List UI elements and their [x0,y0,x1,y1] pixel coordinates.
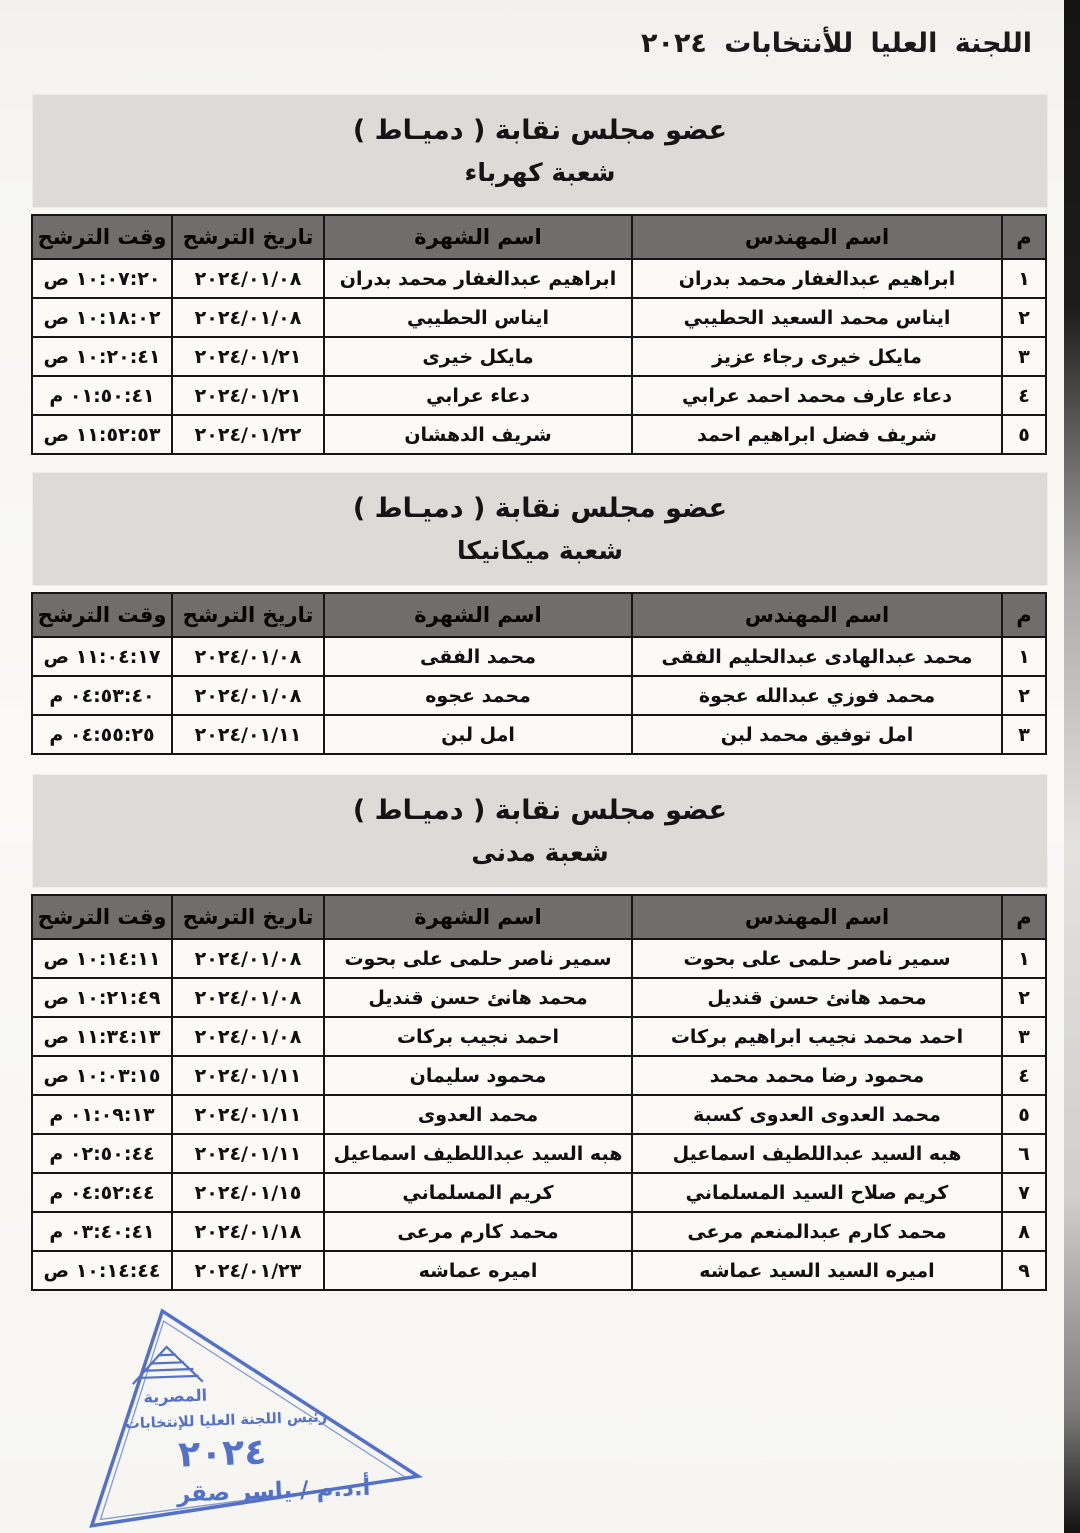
cell-nomination-time: ٠١:٥٠:٤١ م [32,376,172,415]
cell-engineer-name: ايناس محمد السعيد الحطيبي [632,298,1002,337]
cell-row-number: ٢ [1002,978,1046,1017]
cell-nomination-date: ٢٠٢٤/٠١/٢٣ [172,1251,324,1290]
cell-row-number: ٣ [1002,1017,1046,1056]
column-header-no: م [1002,215,1046,259]
table-row [32,978,1046,1017]
cell-row-number: ٣ [1002,715,1046,754]
cell-engineer-name: محمد عبدالهادى عبدالحليم الفقى [632,637,1002,676]
cell-engineer-name: اميره السيد السيد عماشه [632,1251,1002,1290]
cell-row-number: ١ [1002,939,1046,978]
table-header-row [32,215,1046,259]
cell-nomination-date: ٢٠٢٤/٠١/٠٨ [172,637,324,676]
committee-header-title: اللجنة العليا للأنتخابات ٢٠٢٤ [640,28,1032,59]
table-row [32,337,1046,376]
cell-nomination-date: ٢٠٢٤/٠١/٠٨ [172,1017,324,1056]
column-header-engineer-name: اسم المهندس [632,593,1002,637]
committee-stamp [56,1296,448,1533]
cell-nomination-time: ١٠:٢١:٤٩ ص [32,978,172,1017]
column-header-nomination-date: تاريخ الترشح [172,895,324,939]
cell-row-number: ١ [1002,259,1046,298]
section-title-band-mechanics [33,473,1047,585]
table-header-row [32,895,1046,939]
cell-row-number: ١ [1002,637,1046,676]
column-header-known-name: اسم الشهرة [324,593,632,637]
cell-known-name: اميره عماشه [324,1251,632,1290]
cell-nomination-time: ٠٤:٥٢:٤٤ م [32,1173,172,1212]
column-header-no: م [1002,895,1046,939]
cell-known-name: هبه السيد عبداللطيف اسماعيل [324,1134,632,1173]
cell-engineer-name: محمد فوزي عبدالله عجوة [632,676,1002,715]
cell-known-name: محمد كارم مرعى [324,1212,632,1251]
section-title: عضو مجلس نقابة ( دميـاط ) [352,795,728,826]
stamp-year: ٢٠٢٤ [177,1431,267,1476]
cell-row-number: ٩ [1002,1251,1046,1290]
cell-nomination-date: ٢٠٢٤/٠١/٠٨ [172,939,324,978]
cell-nomination-time: ١٠:١٤:١١ ص [32,939,172,978]
cell-known-name: كريم المسلماني [324,1173,632,1212]
section-title: عضو مجلس نقابة ( دميـاط ) [352,115,728,146]
cell-row-number: ٥ [1002,415,1046,454]
table-row [32,1173,1046,1212]
cell-nomination-date: ٢٠٢٤/٠١/١١ [172,1095,324,1134]
table-row [32,1056,1046,1095]
cell-nomination-time: ١١:٠٤:١٧ ص [32,637,172,676]
cell-nomination-time: ١٠:٠٣:١٥ ص [32,1056,172,1095]
cell-known-name: محمد عجوه [324,676,632,715]
cell-row-number: ٤ [1002,376,1046,415]
table-row [32,1095,1046,1134]
section-title: عضو مجلس نقابة ( دميـاط ) [352,493,728,524]
cell-row-number: ٤ [1002,1056,1046,1095]
column-header-known-name: اسم الشهرة [324,895,632,939]
section-title-band-electricity [33,95,1047,207]
cell-nomination-time: ١٠:٢٠:٤١ ص [32,337,172,376]
cell-nomination-time: ٠٣:٤٠:٤١ م [32,1212,172,1251]
candidates-table-electricity [31,214,1047,455]
column-header-engineer-name: اسم المهندس [632,895,1002,939]
cell-nomination-date: ٢٠٢٤/٠١/١١ [172,1134,324,1173]
cell-known-name: محمد هانئ حسن قنديل [324,978,632,1017]
cell-nomination-date: ٢٠٢٤/٠١/٢١ [172,337,324,376]
table-row [32,715,1046,754]
cell-nomination-time: ٠٢:٥٠:٤٤ م [32,1134,172,1173]
cell-nomination-date: ٢٠٢٤/٠١/٢٢ [172,415,324,454]
cell-row-number: ٢ [1002,676,1046,715]
cell-known-name: محمد الفقى [324,637,632,676]
cell-known-name: امل لبن [324,715,632,754]
stamp-triangle-icon [56,1296,448,1533]
table-row [32,939,1046,978]
table-row [32,1251,1046,1290]
cell-nomination-date: ٢٠٢٤/٠١/٠٨ [172,298,324,337]
cell-nomination-date: ٢٠٢٤/٠١/٠٨ [172,259,324,298]
cell-engineer-name: امل توفيق محمد لبن [632,715,1002,754]
table-row [32,637,1046,676]
cell-nomination-time: ١٠:١٤:٤٤ ص [32,1251,172,1290]
document-content [33,95,1047,1291]
column-header-engineer-name: اسم المهندس [632,215,1002,259]
cell-nomination-date: ٢٠٢٤/٠١/٠٨ [172,676,324,715]
cell-known-name: محمود سليمان [324,1056,632,1095]
cell-row-number: ٣ [1002,337,1046,376]
cell-nomination-time: ١١:٣٤:١٣ ص [32,1017,172,1056]
cell-nomination-date: ٢٠٢٤/٠١/١٨ [172,1212,324,1251]
cell-engineer-name: محمود رضا محمد محمد [632,1056,1002,1095]
cell-nomination-date: ٢٠٢٤/٠١/٠٨ [172,978,324,1017]
cell-nomination-time: ١١:٥٢:٥٣ ص [32,415,172,454]
cell-nomination-time: ٠٤:٥٥:٢٥ م [32,715,172,754]
cell-nomination-date: ٢٠٢٤/٠١/٢١ [172,376,324,415]
section-subtitle: شعبة كهرباء [464,158,616,187]
cell-known-name: مايكل خيرى [324,337,632,376]
cell-engineer-name: محمد كارم عبدالمنعم مرعى [632,1212,1002,1251]
cell-engineer-name: شريف فضل ابراهيم احمد [632,415,1002,454]
table-header-row [32,593,1046,637]
cell-nomination-time: ١٠:٠٧:٢٠ ص [32,259,172,298]
cell-known-name: ابراهيم عبدالغفار محمد بدران [324,259,632,298]
cell-row-number: ٦ [1002,1134,1046,1173]
cell-known-name: شريف الدهشان [324,415,632,454]
cell-engineer-name: دعاء عارف محمد احمد عرابي [632,376,1002,415]
section-subtitle: شعبة ميكانيكا [457,536,623,565]
cell-engineer-name: محمد هانئ حسن قنديل [632,978,1002,1017]
column-header-nomination-time: وقت الترشح [32,215,172,259]
table-row [32,1212,1046,1251]
engineers-syndicate-logo-icon [132,1346,203,1384]
cell-engineer-name: ابراهيم عبدالغفار محمد بدران [632,259,1002,298]
candidates-table-civil [31,894,1047,1291]
cell-engineer-name: محمد العدوى العدوى كسبة [632,1095,1002,1134]
cell-nomination-date: ٢٠٢٤/٠١/١٥ [172,1173,324,1212]
cell-known-name: محمد العدوى [324,1095,632,1134]
column-header-no: م [1002,593,1046,637]
stamp-org-label: المصرية [143,1385,208,1407]
cell-known-name: احمد نجيب بركات [324,1017,632,1056]
cell-known-name: سمير ناصر حلمى على بحوت [324,939,632,978]
table-row [32,676,1046,715]
section-title-band-civil [33,775,1047,887]
section-subtitle: شعبة مدنى [471,838,609,867]
cell-nomination-time: ٠٤:٥٣:٤٠ م [32,676,172,715]
cell-row-number: ٨ [1002,1212,1046,1251]
column-header-nomination-time: وقت الترشح [32,895,172,939]
cell-row-number: ٧ [1002,1173,1046,1212]
table-row [32,259,1046,298]
cell-engineer-name: مايكل خيرى رجاء عزيز [632,337,1002,376]
column-header-known-name: اسم الشهرة [324,215,632,259]
cell-known-name: دعاء عرابي [324,376,632,415]
scan-edge-shadow [1064,0,1080,1533]
table-row [32,1017,1046,1056]
table-row [32,1134,1046,1173]
cell-engineer-name: هبه السيد عبداللطيف اسماعيل [632,1134,1002,1173]
stamp-title-line: رئيس اللجنة العليا للإنتخابات [124,1409,328,1433]
cell-nomination-time: ١٠:١٨:٠٢ ص [32,298,172,337]
cell-row-number: ٢ [1002,298,1046,337]
table-row [32,298,1046,337]
column-header-nomination-date: تاريخ الترشح [172,215,324,259]
column-header-nomination-date: تاريخ الترشح [172,593,324,637]
cell-engineer-name: سمير ناصر حلمى على بحوت [632,939,1002,978]
cell-engineer-name: كريم صلاح السيد المسلماني [632,1173,1002,1212]
cell-nomination-date: ٢٠٢٤/٠١/١١ [172,1056,324,1095]
stamp-signature: أ.د.م / ياسر صقر [176,1474,371,1508]
candidates-table-mechanics [31,592,1047,755]
cell-known-name: ايناس الحطيبي [324,298,632,337]
table-row [32,376,1046,415]
column-header-nomination-time: وقت الترشح [32,593,172,637]
table-row [32,415,1046,454]
cell-engineer-name: احمد محمد نجيب ابراهيم بركات [632,1017,1002,1056]
cell-nomination-date: ٢٠٢٤/٠١/١١ [172,715,324,754]
cell-row-number: ٥ [1002,1095,1046,1134]
cell-nomination-time: ٠١:٠٩:١٣ م [32,1095,172,1134]
